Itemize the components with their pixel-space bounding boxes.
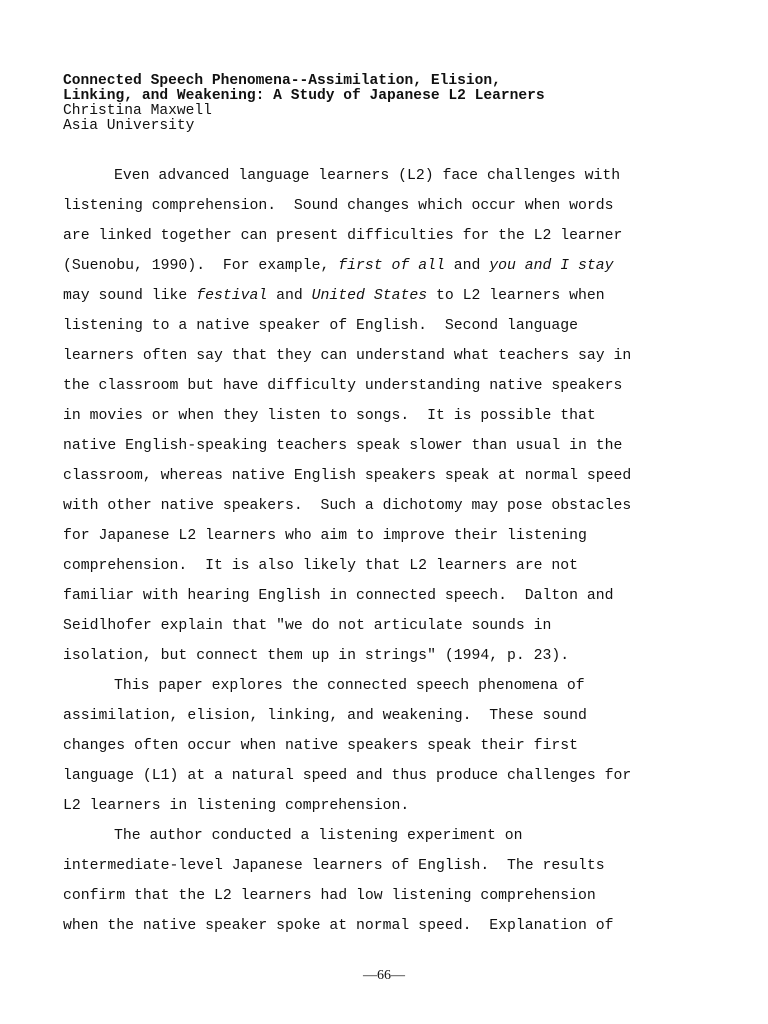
- p1-line-5: [63, 281, 708, 311]
- p1-line-2: listening comprehension. Sound changes which occur when words: [63, 198, 614, 214]
- p3-line-1: The author conducted a listening experiment on: [114, 828, 523, 844]
- example-phrase-you-and-i-stay: you and I stay: [489, 258, 614, 274]
- p1-line-16: Seidlhofer explain that "we do not articulate sounds in: [63, 618, 552, 634]
- p1-line-3: are linked together can present difficulties for the L2 learner: [63, 228, 623, 244]
- p1-line-15: familiar with hearing English in connected speech. Dalton and: [63, 588, 614, 604]
- p1-line-6: listening to a native speaker of English. Second language: [63, 318, 579, 334]
- p1-line-13: for Japanese L2 learners who aim to improve their listening: [63, 528, 587, 544]
- p1-line-8: the classroom but have difficulty understanding native speakers: [63, 378, 623, 394]
- p2-line-4: language (L1) at a natural speed and thus produce challenges for: [63, 768, 632, 784]
- p3-line-3: confirm that the L2 learners had low listening comprehension: [63, 888, 596, 904]
- paper-title-line-2: Linking, and Weakening: A Study of Japanese L2 Learners: [63, 88, 545, 104]
- paper-body: [63, 161, 708, 941]
- p1-line-14: comprehension. It is also likely that L2 learners are not: [63, 558, 579, 574]
- p1-line-17: isolation, but connect them up in strings" (1994, p. 23).: [63, 648, 570, 664]
- p2-line-1: This paper explores the connected speech phenomena of: [114, 678, 585, 694]
- p2-line-2: assimilation, elision, linking, and weakening. These sound: [63, 708, 587, 724]
- p1-line-1: Even advanced language learners (L2) face challenges with: [114, 168, 621, 184]
- p1-line-7: learners often say that they can understand what teachers say in: [63, 348, 632, 364]
- p1-line-12: with other native speakers. Such a dichotomy may pose obstacles: [63, 498, 632, 514]
- example-phrase-first-of-all: first of all: [338, 258, 445, 274]
- p2-line-5: L2 learners in listening comprehension.: [63, 798, 410, 814]
- p1-line-9: in movies or when they listen to songs. It is possible that: [63, 408, 596, 424]
- document-page: [63, 74, 708, 941]
- p1-line-5-text-a: may sound like: [63, 288, 197, 304]
- paper-header: [63, 74, 708, 134]
- p1-line-5-text-b: and: [267, 288, 312, 304]
- p3-line-4: when the native speaker spoke at normal speed. Explanation of: [63, 918, 614, 934]
- paper-title-line-1: Connected Speech Phenomena--Assimilation, Elision,: [63, 73, 501, 89]
- p1-line-4-text-a: (Suenobu, 1990). For example,: [63, 258, 339, 274]
- p1-line-11: classroom, whereas native English speakers speak at normal speed: [63, 468, 632, 484]
- example-phrase-festival: festival: [196, 288, 268, 304]
- p2-line-3: changes often occur when native speakers speak their first: [63, 738, 579, 754]
- p3-line-2: intermediate-level Japanese learners of English. The results: [63, 858, 605, 874]
- p1-line-4-text-b: and: [444, 258, 490, 274]
- p1-line-5-text-c: to L2 learners when: [427, 288, 605, 304]
- author-name: Christina Maxwell: [63, 103, 212, 119]
- page-number: —66—: [363, 968, 405, 983]
- p1-line-4: [63, 251, 708, 281]
- example-phrase-united-states: United States: [311, 288, 428, 304]
- author-affiliation: Asia University: [63, 118, 195, 134]
- p1-line-10: native English-speaking teachers speak slower than usual in the: [63, 438, 623, 454]
